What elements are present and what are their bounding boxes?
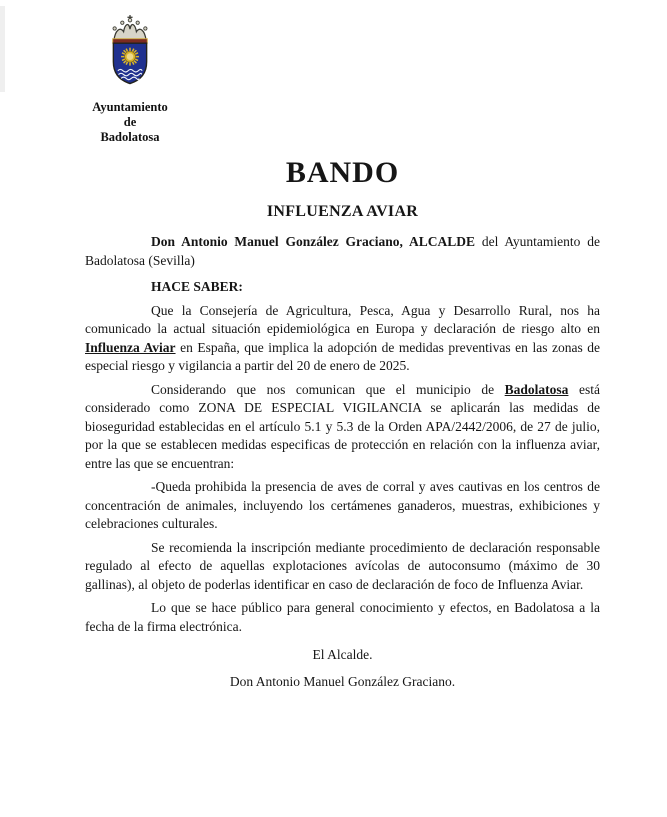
p1-text-pre: Que la Consejería de Agricultura, Pesca, Agua y Desarrollo Rural, nos ha comunicado la actual situación epidemiológica en Europa y declaración de riesgo alto en bbox=[85, 302, 600, 336]
municipality-header bbox=[82, 14, 178, 145]
document-title: BANDO bbox=[285, 156, 400, 189]
p2-text-pre: Considerando que nos comunican que el municipio de bbox=[151, 381, 505, 397]
municipality-name-line2: de bbox=[123, 115, 137, 129]
intro-paragraph bbox=[85, 233, 600, 270]
intro-rest: del Ayuntamiento de Badolatosa (Sevilla) bbox=[85, 234, 600, 268]
paragraph-consejeria bbox=[85, 302, 600, 376]
paragraph-recomendacion: Se recomienda la inscripción mediante procedimiento de declaración responsable regulado al efecto de aquellas explotaciones avícolas de autoconsumo (máximo de 30 gallinas), al objeto de poderlas identificar en caso de declaración de foco de Influenza Aviar. bbox=[85, 539, 600, 592]
signature-role: El Alcalde. bbox=[312, 647, 373, 662]
p2-text-post: está considerado como ZONA DE ESPECIAL VIGILANCIA se aplicarán las medidas de bioseguridad establecidas en el artículo 5.1 y 5.3 de la Orden APA/2442/2006, de 27 de julio, por la que se establecen medidas especificas de protección en relación con la influenza aviar, entre las que se encuentran: bbox=[85, 381, 600, 471]
p2-emphasis-badolatosa: Badolatosa bbox=[504, 381, 569, 397]
coat-of-arms-icon bbox=[98, 14, 162, 98]
signature-name: Don Antonio Manuel González Graciano. bbox=[229, 673, 456, 689]
paragraph-zona-vigilancia bbox=[85, 381, 600, 474]
document-subtitle: INFLUENZA AVIAR bbox=[266, 203, 419, 220]
p1-text-post: en España, que implica la adopción de medidas preventivas en las zonas de especial riesgo y vigilancia a partir del 20 de enero de 2025. bbox=[85, 339, 600, 373]
p1-emphasis-influenza-aviar: Influenza Aviar bbox=[85, 339, 176, 355]
hace-saber-heading: HACE SABER: bbox=[151, 279, 243, 294]
mayor-name-bold: Don Antonio Manuel González Graciano, ALCALDE bbox=[151, 234, 476, 249]
municipality-name bbox=[82, 100, 178, 145]
paragraph-publicacion: Lo que se hace público para general conocimiento y efectos, en Badolatosa a la fecha de la firma electrónica. bbox=[85, 600, 600, 634]
scan-edge-artifact bbox=[0, 6, 5, 92]
municipality-name-line1: Ayuntamiento bbox=[92, 100, 168, 114]
paragraph-prohibicion: -Queda prohibida la presencia de aves de corral y aves cautivas en los centros de concentración de animales, incluyendo los certámenes ganaderos, muestras, exhibiciones y celebraciones culturales. bbox=[85, 479, 600, 531]
municipality-name-line3: Badolatosa bbox=[100, 130, 160, 144]
